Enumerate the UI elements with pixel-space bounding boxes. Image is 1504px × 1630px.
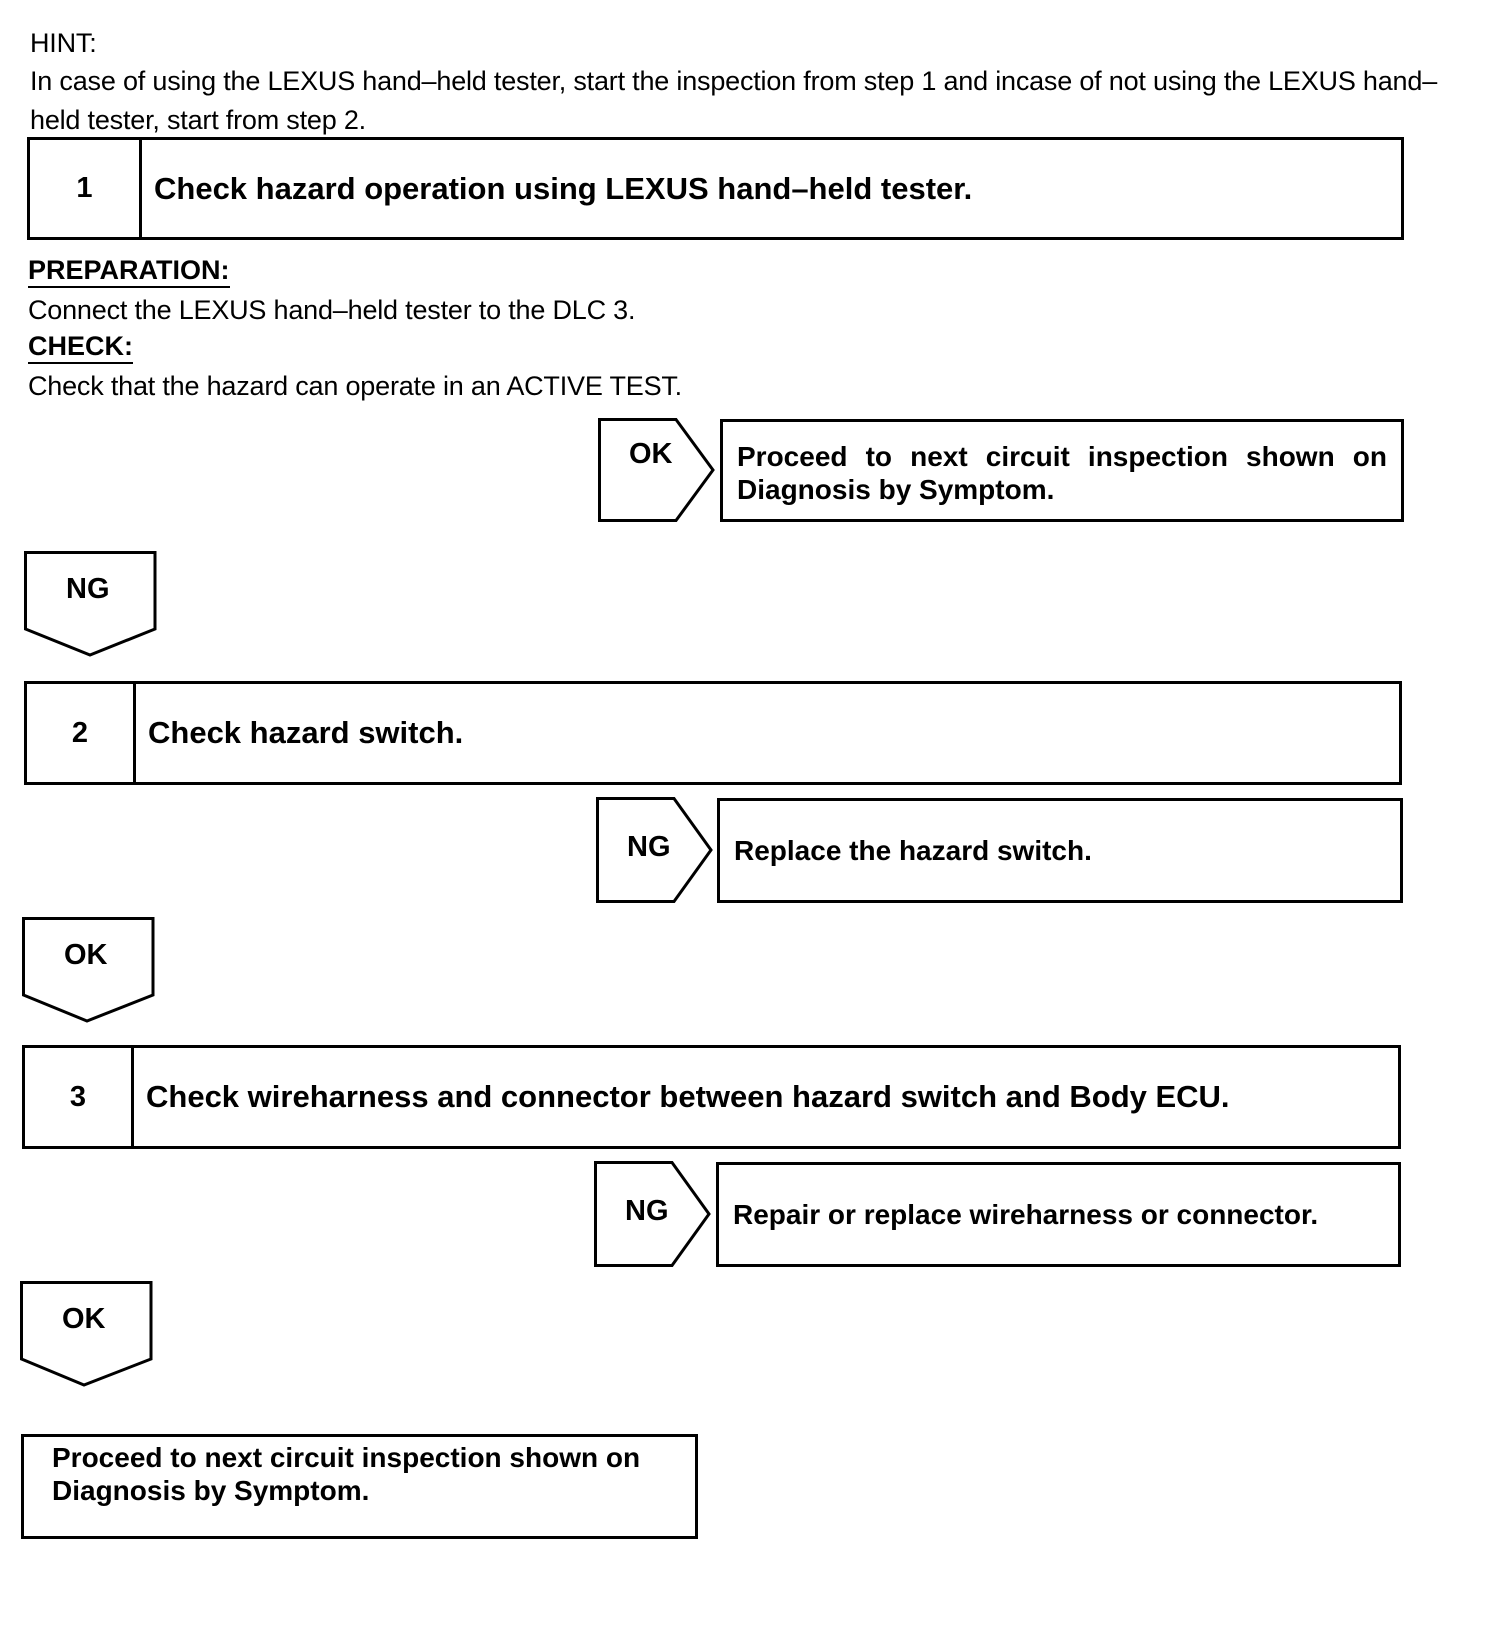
preparation-text: Connect the LEXUS hand–held tester to the DLC 3. — [28, 295, 636, 325]
step-1-ok-result-text: Proceed to next circuit inspection shown on Diagnosis by Symptom. — [737, 441, 1387, 505]
step-2-title: Check hazard switch. — [148, 715, 464, 750]
step-2-number: 2 — [27, 684, 136, 782]
step-1-ok-result — [720, 419, 1404, 522]
final-result-text: Proceed to next circuit inspection shown on Diagnosis by Symptom. — [52, 1442, 641, 1506]
step-3-title: Check wireharness and connector between hazard switch and Body ECU. — [146, 1079, 1230, 1114]
preparation-label: PREPARATION: — [28, 254, 230, 286]
hint-text: In case of using the LEXUS hand–held tester, start the inspection from step 1 and incase of not using the LEXUS hand–held tester, start from step 2. — [30, 66, 1438, 135]
step-3-ok-label: OK — [62, 1303, 106, 1335]
step-3-ng-right-arrow-tag — [594, 1161, 714, 1267]
hint-label: HINT: — [30, 28, 97, 58]
step-3-ok-down-arrow-tag — [20, 1281, 154, 1387]
check-label: CHECK: — [28, 330, 133, 362]
step-3-ng-label: NG — [625, 1195, 669, 1227]
step-2-ng-right-arrow-tag — [596, 797, 716, 903]
step-3-box — [22, 1045, 1401, 1149]
step-1-box — [27, 137, 1404, 240]
step-3-ng-result — [716, 1162, 1401, 1267]
step-2-ng-result-text: Replace the hazard switch. — [734, 835, 1092, 866]
step-1-ok-right-arrow-tag — [598, 418, 718, 522]
step-2-box — [24, 681, 1402, 785]
step-3-ng-result-text: Repair or replace wireharness or connector. — [733, 1199, 1319, 1230]
step-1-number: 1 — [30, 140, 142, 237]
step-2-ok-down-arrow-tag — [22, 917, 156, 1023]
step-1-title: Check hazard operation using LEXUS hand–held tester. — [154, 170, 973, 206]
step-2-ok-label: OK — [64, 939, 108, 971]
step-1-ng-down-arrow-tag — [24, 551, 158, 657]
step-3-number: 3 — [25, 1048, 134, 1146]
step-2-ng-label: NG — [627, 831, 671, 863]
step-1-ok-label: OK — [629, 438, 673, 470]
step-1-ng-label: NG — [66, 573, 110, 605]
check-text: Check that the hazard can operate in an ACTIVE TEST. — [28, 371, 682, 401]
step-2-ng-result — [717, 798, 1403, 903]
final-result-box — [21, 1434, 698, 1539]
